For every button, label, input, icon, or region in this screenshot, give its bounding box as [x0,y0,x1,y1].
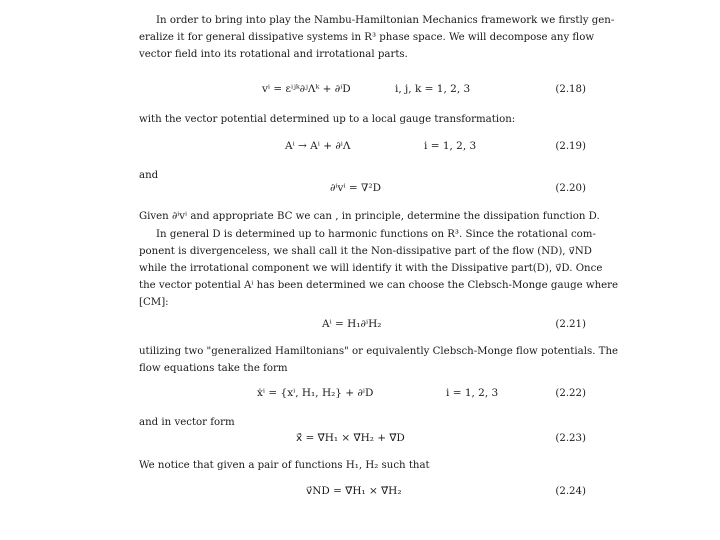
paragraph-line: flow equations take the form [139,363,288,374]
equation-2-23: x⃗̇ = ∇⃗H₁ × ∇⃗H₂ + ∇⃗D [296,432,405,444]
equation-number: (2.24) [555,486,586,497]
paragraph-line: In order to bring into play the Nambu-Hamiltonian Mechanics framework we firstly gen- [156,15,615,26]
equation-number: (2.19) [555,141,586,152]
paragraph-line: [CM]: [139,297,169,308]
paragraph-line: the vector potential Aⁱ has been determined we can choose the Clebsch-Monge gauge where [139,280,619,291]
paragraph-line: We notice that given a pair of functions H₁, H₂ such that [139,460,430,471]
equation-2-20: ∂ⁱvⁱ = ∇²D [330,182,382,194]
equation-2-21: Aⁱ = H₁∂ⁱH₂ [322,318,382,330]
paragraph-line: Given ∂ⁱvⁱ and appropriate BC we can , in principle, determine the dissipation function D. [139,211,600,222]
equation-number: (2.23) [555,433,586,444]
paragraph-line: utilizing two "generalized Hamiltonians" or equivalently Clebsch-Monge flow potentials. The [139,346,619,357]
equation-2-22-condition: i = 1, 2, 3 [446,387,499,399]
paragraph-line: and [139,170,159,181]
paragraph-line: while the irrotational component we will identify it with the Dissipative part(D), v⃗D. Once [139,263,603,274]
paragraph-line: ponent is divergenceless, we shall call it the Non-dissipative part of the flow (ND), v⃗ND [139,246,592,257]
equation-number: (2.20) [555,183,586,194]
equation-number: (2.18) [555,84,586,95]
equation-number: (2.22) [555,388,586,399]
equation-2-24: v⃗ND = ∇⃗H₁ × ∇⃗H₂ [306,485,402,497]
paragraph-line: and in vector form [139,417,235,428]
equation-2-19: Aⁱ → Aⁱ + ∂ⁱΛ [285,140,351,152]
equation-2-19-condition: i = 1, 2, 3 [424,140,477,152]
equation-2-18-condition: i, j, k = 1, 2, 3 [395,83,471,95]
paragraph-line: eralize it for general dissipative systems in R³ phase space. We will decompose any flow [139,32,595,43]
equation-number: (2.21) [555,319,586,330]
paragraph-line: vector field into its rotational and irrotational parts. [139,49,408,60]
equation-2-18: vⁱ = εⁱʲᵏ∂ʲΛᵏ + ∂ⁱD [262,83,351,95]
equation-2-22: ẋⁱ = {xⁱ, H₁, H₂} + ∂ⁱD [257,387,374,399]
paragraph-line: In general D is determined up to harmonic functions on R³. Since the rotational com- [156,229,596,240]
paragraph-line: with the vector potential determined up to a local gauge transformation: [139,114,516,125]
